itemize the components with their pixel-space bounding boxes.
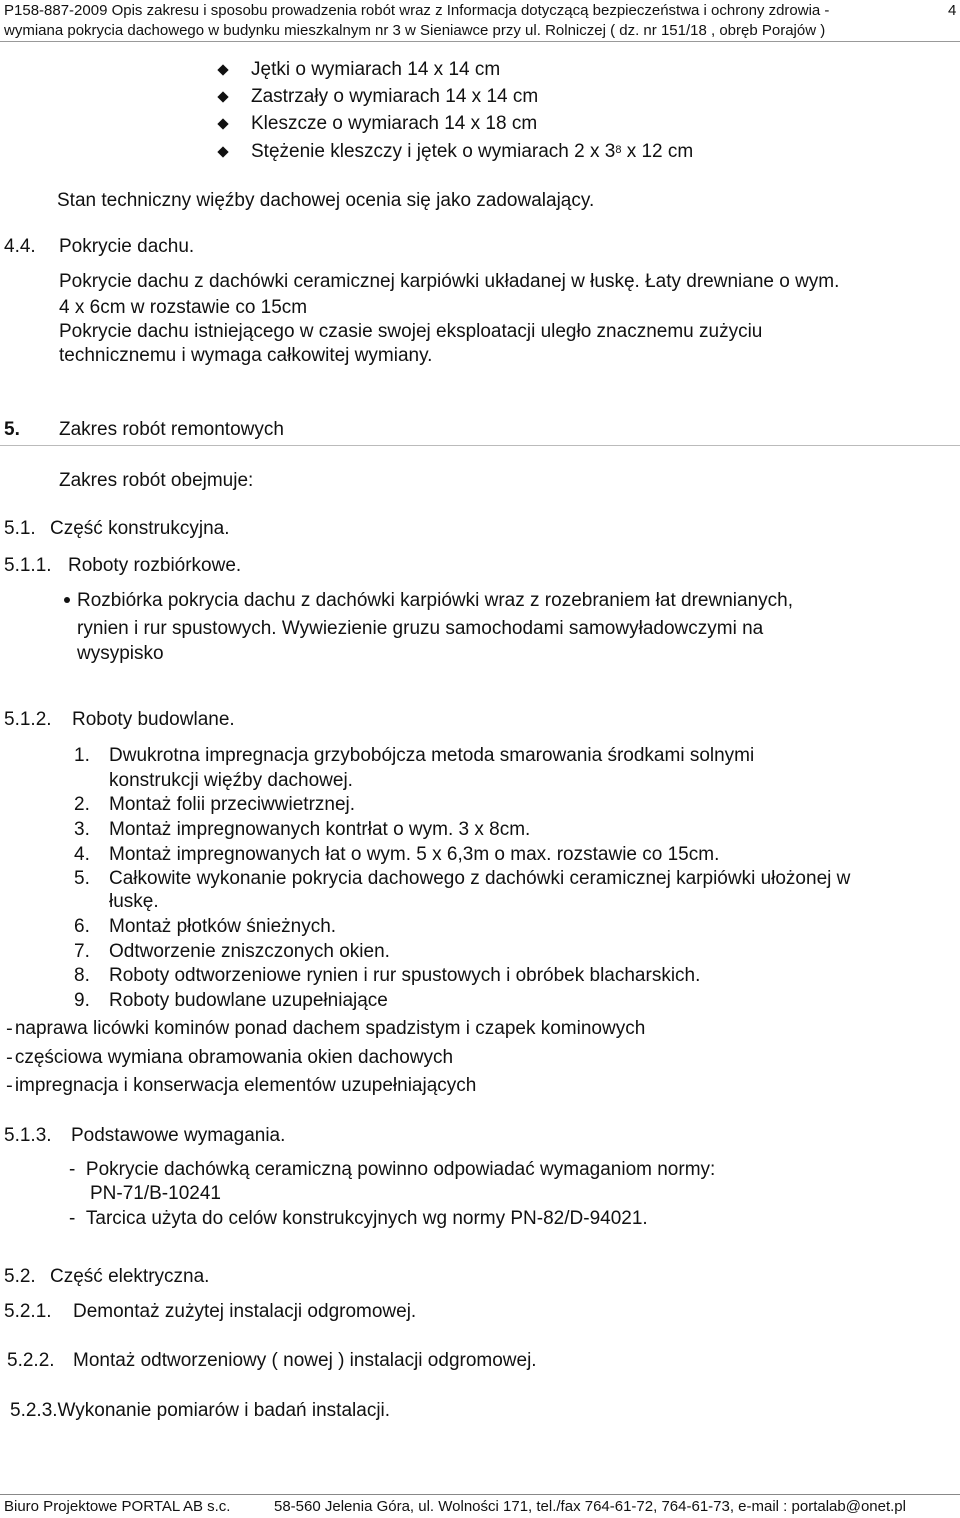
paragraph-line: 4 x 6cm w rozstawie co 15cm: [59, 297, 308, 318]
paragraph-line: technicznemu i wymaga całkowitej wymiany.: [59, 345, 433, 366]
section-title: Część elektryczna.: [50, 1266, 210, 1287]
list-item: Roboty odtworzeniowe rynien i rur spustowych i obróbek blacharskich.: [109, 965, 701, 986]
section-number: 5.2.: [4, 1266, 36, 1287]
section-number: 5.1.2.: [4, 709, 52, 730]
list-item: Montaż folii przeciwwietrznej.: [109, 794, 356, 815]
list-number: 1.: [74, 745, 90, 766]
bullet-item: Stężenie kleszczy i jętek o wymiarach 2 x $3^8$ x 12 cm: [251, 141, 694, 162]
bullet-item: Jętki o wymiarach 14 x 14 cm: [251, 59, 501, 80]
page-number: 4: [948, 2, 957, 19]
list-item: Montaż płotków śnieżnych.: [109, 916, 337, 937]
requirement-item-cont: PN-71/B-10241: [90, 1183, 221, 1204]
list-number: 2.: [74, 794, 90, 815]
dash-item: -częściowa wymiana obramowania okien dachowych: [4, 1047, 454, 1069]
dash-item: -naprawa licówki kominów ponad dachem spadzistym i czapek kominowych: [4, 1018, 646, 1040]
list-number: 3.: [74, 819, 90, 840]
list-item: Roboty budowlane uzupełniające: [109, 990, 388, 1011]
section-intro: Zakres robót obejmuje:: [59, 470, 254, 491]
list-item: Całkowite wykonanie pokrycia dachowego z dachówki ceramicznej karpiówki ułożonej w: [109, 868, 851, 889]
bullet-dot-icon: [64, 597, 70, 603]
list-item: Odtworzenie zniszczonych okien.: [109, 941, 390, 962]
section-number: 5.1.: [4, 518, 36, 539]
stan-text: Stan techniczny więźby dachowej ocenia się jako zadowalający.: [57, 190, 595, 211]
paragraph-line: Rozbiórka pokrycia dachu z dachówki karpiówki wraz z rozebraniem łat drewnianych,: [77, 590, 793, 611]
list-item: Montaż impregnowanych kontrłat o wym. 3 x 8cm.: [109, 819, 531, 840]
section-number: 4.4.: [4, 236, 36, 257]
section-title: Roboty budowlane.: [72, 709, 235, 730]
paragraph-line: Pokrycie dachu z dachówki ceramicznej karpiówki układanej w łuskę. Łaty drewniane o wym.: [59, 271, 840, 292]
diamond-bullet-icon: [217, 64, 228, 75]
header-rule: [0, 41, 960, 42]
footer-rule: [0, 1494, 960, 1495]
diamond-bullet-icon: [217, 146, 228, 157]
list-item: Dwukrotna impregnacja grzybobójcza metoda smarowania środkami solnymi: [109, 745, 755, 766]
section-title: Pokrycie dachu.: [59, 236, 195, 257]
header-line-1: P158-887-2009 Opis zakresu i sposobu prowadzenia robót wraz z Informacja dotyczącą bezpieczeństwa i ochrony zdrowia -: [4, 2, 830, 19]
header-line-2: wymiana pokrycia dachowego w budynku mieszkalnym nr 3 w Sieniawce przy ul. Rolniczej ( dz. nr 151/18 , obręb Porajów ): [4, 22, 826, 39]
section-heading: 5.2.3.Wykonanie pomiarów i badań instalacji.: [10, 1400, 391, 1421]
paragraph-line: rynien i rur spustowych. Wywiezienie gruzu samochodami samowyładowczymi na: [77, 618, 764, 639]
section-number: 5.1.3.: [4, 1125, 52, 1146]
section-title: Podstawowe wymagania.: [71, 1125, 286, 1146]
dash-item: -impregnacja i konserwacja elementów uzupełniających: [4, 1075, 477, 1097]
section-rule: [0, 445, 960, 446]
section-number: 5.2.1.: [4, 1301, 52, 1322]
list-number: 5.: [74, 868, 90, 889]
list-number: 6.: [74, 916, 90, 937]
diamond-bullet-icon: [217, 91, 228, 102]
section-number: 5.1.1.: [4, 555, 52, 576]
requirement-item: - Pokrycie dachówką ceramiczną powinno odpowiadać wymaganiom normy:: [69, 1159, 716, 1180]
bullet-item: Kleszcze o wymiarach 14 x 18 cm: [251, 113, 538, 134]
footer-company: Biuro Projektowe PORTAL AB s.c.: [4, 1498, 231, 1515]
section-title: Demontaż zużytej instalacji odgromowej.: [73, 1301, 417, 1322]
paragraph-line: Pokrycie dachu istniejącego w czasie swojej eksploatacji uległo znacznemu zużyciu: [59, 321, 763, 342]
list-number: 7.: [74, 941, 90, 962]
list-number: 9.: [74, 990, 90, 1011]
requirement-item: - Tarcica użyta do celów konstrukcyjnych wg normy PN-82/D-94021.: [69, 1208, 648, 1229]
paragraph-line: wysypisko: [77, 643, 164, 664]
list-item-cont: konstrukcji więźby dachowej.: [109, 770, 353, 791]
list-item-cont: łuskę.: [109, 891, 159, 912]
section-title: Montaż odtworzeniowy ( nowej ) instalacji odgromowej.: [73, 1350, 537, 1371]
diamond-bullet-icon: [217, 118, 228, 129]
section-title: Roboty rozbiórkowe.: [68, 555, 242, 576]
list-item: Montaż impregnowanych łat o wym. 5 x 6,3m o max. rozstawie co 15cm.: [109, 844, 720, 865]
section-number: 5.: [4, 419, 20, 440]
section-title: Część konstrukcyjna.: [50, 518, 230, 539]
list-number: 8.: [74, 965, 90, 986]
section-number: 5.2.2.: [7, 1350, 55, 1371]
section-title: Zakres robót remontowych: [59, 419, 284, 440]
bullet-item: Zastrzały o wymiarach 14 x 14 cm: [251, 86, 539, 107]
footer-contact: 58-560 Jelenia Góra, ul. Wolności 171, tel./fax 764-61-72, 764-61-73, e-mail : portalab@onet.pl: [274, 1498, 906, 1515]
list-number: 4.: [74, 844, 90, 865]
